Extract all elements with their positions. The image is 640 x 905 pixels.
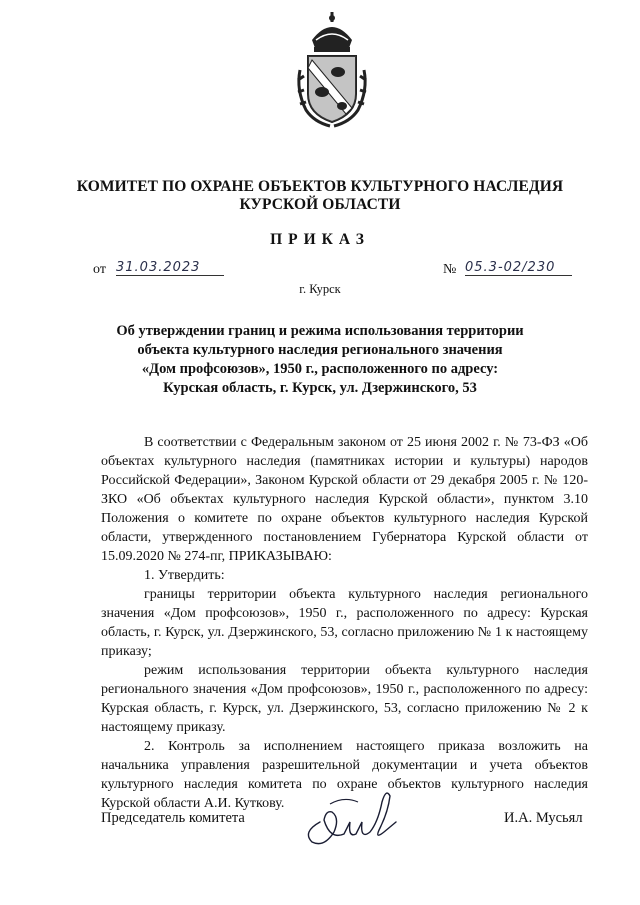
item-1-boundaries: границы территории объекта культурного наследия регионального значения «Дом профсоюзов», 1950 г., расположенного по адресу: Курская область, г. Курск, ул. Дзержинского, 53, согласно приложению № 1 к настоящему приказу; <box>101 587 588 659</box>
title-line3: «Дом профсоюзов», 1950 г., расположенного по адресу: <box>141 361 499 377</box>
signatory-position: Председатель комитета <box>101 810 245 826</box>
title-line1: Об утверждении границ и режима использования территории <box>116 323 524 339</box>
organization-name-line2: КУРСКОЙ ОБЛАСТИ <box>239 196 401 213</box>
signatory-name: И.А. Мусьял <box>504 810 583 826</box>
item-1-regime: режим использования территории объекта культурного наследия регионального значения «Дом профсоюзов», 1950 г., расположенного по адресу: Курская область, г. Курск, ул. Дзержинского, 53, согласно приложению № 2 к настоящему приказу. <box>101 663 588 735</box>
date-value: 31.03.2023 <box>116 260 224 276</box>
number-value: 05.3-02/230 <box>465 260 572 276</box>
preamble-paragraph: В соответствии с Федеральным законом от 25 июня 2002 г. № 73-ФЗ «Об объектах культурного наследия (памятниках истории и культуры) народов Российской Федерации», Законом Курской области от 29 декабря 2005 г. № 120-ЗКО «Об объектах культурного наследия Курской области», пунктом 3.10 Положения о комитете по охране объектов культурного наследия Курской области, утвержденного постановлением Губернатора Курской области от 15.09.2020 № 274-пг, ПРИКАЗЫВАЮ: <box>101 435 588 564</box>
title-line2: объекта культурного наследия регионального значения <box>137 342 503 358</box>
handwritten-signature <box>300 782 410 850</box>
organization-name-line1: КОМИТЕТ ПО ОХРАНЕ ОБЪЕКТОВ КУЛЬТУРНОГО НАСЛЕДИЯ <box>76 178 564 195</box>
item-2-control: 2. Контроль за исполнением настоящего приказа возложить на начальника управления разрешительной документации и учета объектов культурного наследия комитета по охране объектов культурного наследия Курской области А.И. Куткову. <box>101 739 588 811</box>
order-body <box>101 433 588 813</box>
document-type: ПРИКАЗ <box>270 231 370 248</box>
date-label: от <box>93 262 106 277</box>
number-label: № <box>443 262 457 277</box>
title-line4: Курская область, г. Курск, ул. Дзержинского, 53 <box>163 380 477 396</box>
item-1-heading: 1. Утвердить: <box>144 568 225 583</box>
city: г. Курск <box>299 282 341 296</box>
coat-of-arms-icon <box>294 10 370 128</box>
